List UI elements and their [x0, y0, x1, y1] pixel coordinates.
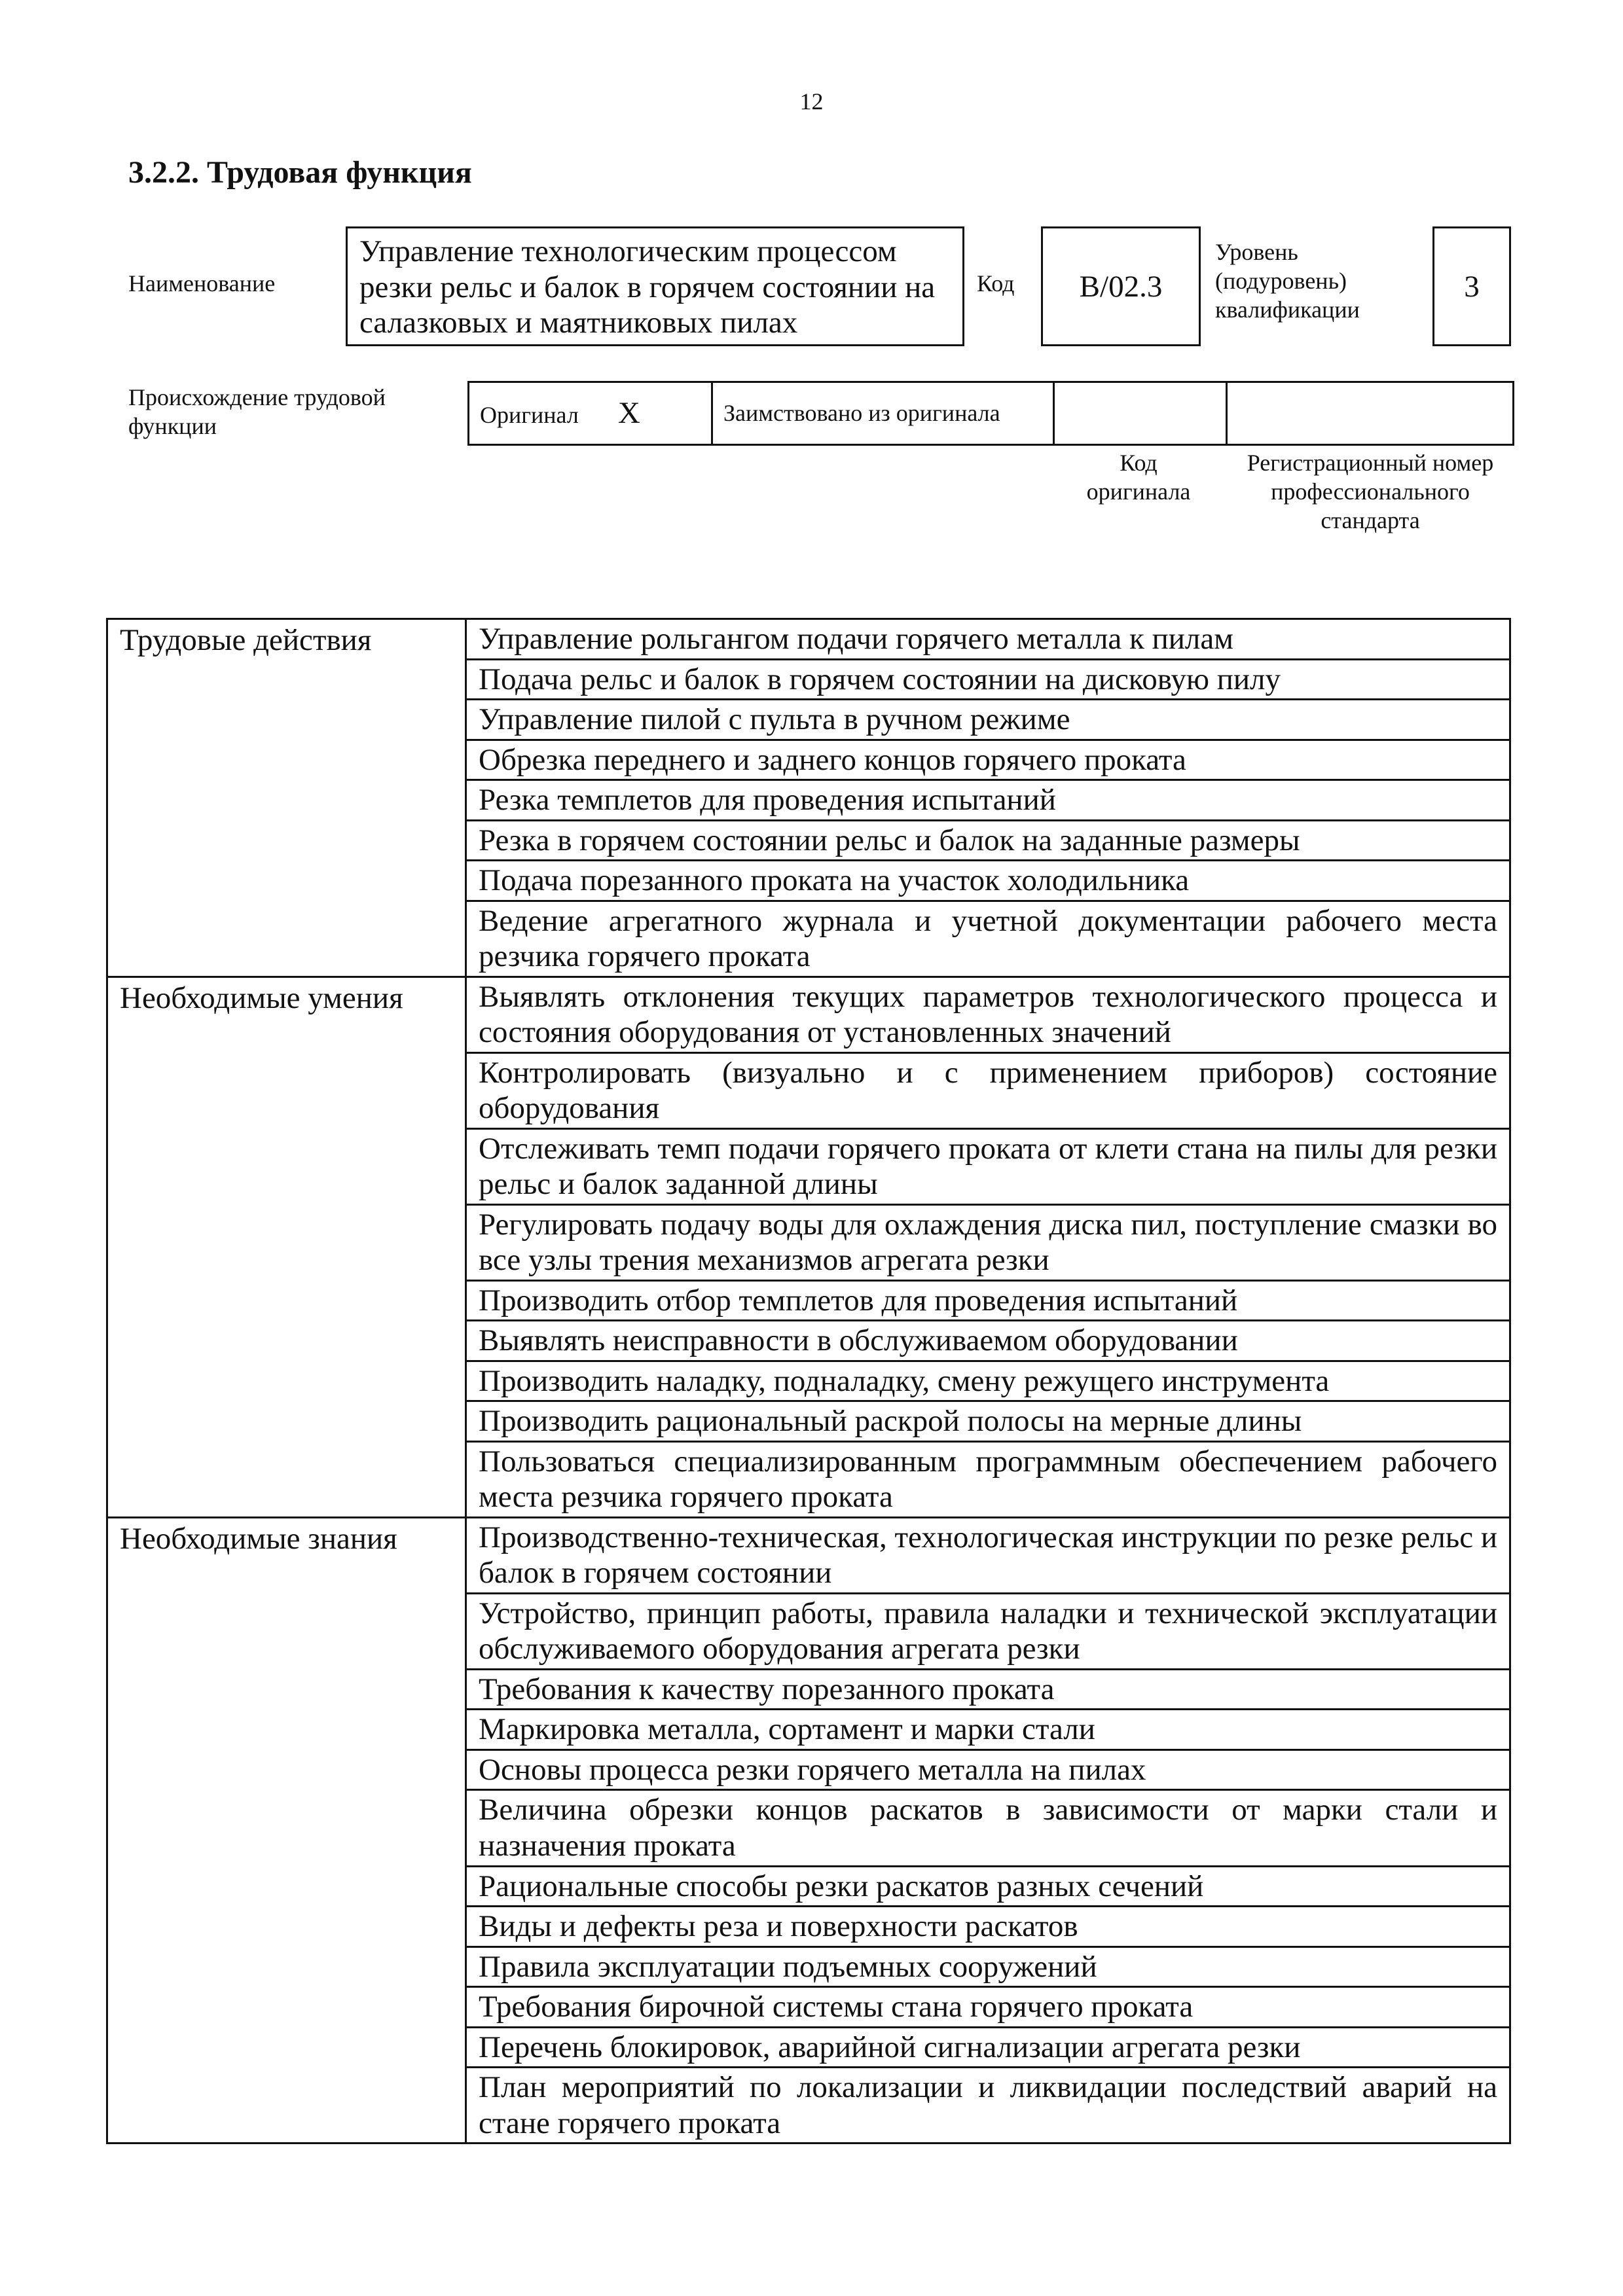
section-item: Устройство, принцип работы, правила наладки и технической эксплуатации обслуживаемого оборудования агрегата резки: [466, 1593, 1510, 1669]
section-item: Требования к качеству порезанного проката: [466, 1669, 1510, 1710]
page-number: 12: [799, 88, 824, 115]
section-item: План мероприятий по локализации и ликвидации последствий аварий на стане горячего проката: [466, 2068, 1510, 2144]
origin-table: [467, 381, 1514, 446]
section-item: Перечень блокировок, аварийной сигнализации агрегата резки: [466, 2027, 1510, 2068]
name-label: Наименование: [128, 270, 276, 296]
code-original-cell: [1054, 382, 1227, 445]
section-item: Резка в горячем состоянии рельс и балок на заданные размеры: [466, 820, 1510, 861]
section-item: Правила эксплуатации подъемных сооружений: [466, 1946, 1510, 1987]
section-item: Производить рациональный раскрой полосы на мерные длины: [466, 1401, 1510, 1442]
section-item: Резка темплетов для проведения испытаний: [466, 780, 1510, 821]
level-label: Уровень (подуровень) квалификации: [1215, 239, 1360, 323]
section-item: Управление рольгангом подачи горячего металла к пилам: [466, 619, 1510, 660]
section-item: Ведение агрегатного журнала и учетной документации рабочего места резчика горячего проката: [466, 901, 1510, 977]
section-title: 3.2.2. Трудовая функция: [128, 155, 472, 190]
section-category: Трудовые действия: [107, 619, 466, 977]
section-item: Обрезка переднего и заднего концов горячего проката: [466, 740, 1510, 780]
borrowed-cell: Заимствовано из оригинала: [712, 382, 1054, 445]
table-row: [107, 619, 1510, 660]
section-item: Управление пилой с пульта в ручном режиме: [466, 700, 1510, 740]
origin-label: Происхождение трудовой функции: [128, 384, 386, 439]
section-item: Выявлять неисправности в обслуживаемом оборудовании: [466, 1321, 1510, 1361]
table-row: [107, 977, 1510, 1052]
section-item: Производственно-техническая, технологическая инструкции по резке рельс и балок в горячем состоянии: [466, 1517, 1510, 1593]
reg-number-cell: [1227, 382, 1514, 445]
section-item: Маркировка металла, сортамент и марки стали: [466, 1710, 1510, 1750]
section-item: Подача рельс и балок в горячем состоянии на дисковую пилу: [466, 659, 1510, 700]
section-category: Необходимые знания: [107, 1517, 466, 2143]
reg-number-label: Регистрационный номер профессионального стандарта: [1247, 450, 1494, 533]
section-item: Контролировать (визуально и с применением приборов) состояние оборудования: [466, 1052, 1510, 1128]
section-item: Основы процесса резки горячего металла на пилах: [466, 1749, 1510, 1790]
section-item: Производить наладку, подналадку, смену режущего инструмента: [466, 1361, 1510, 1401]
section-item: Производить отбор темплетов для проведения испытаний: [466, 1280, 1510, 1321]
section-item: Выявлять отклонения текущих параметров технологического процесса и состояния оборудования от установленных значений: [466, 977, 1510, 1052]
original-label: Оригинал: [480, 401, 579, 428]
code-value-box: B/02.3: [1041, 226, 1201, 346]
section-category: Необходимые умения: [107, 977, 466, 1517]
section-item: Требования бирочной системы стана горячего проката: [466, 1987, 1510, 2028]
code-original-label: Код оригинала: [1086, 450, 1191, 505]
table-row: [107, 1517, 1510, 1593]
section-item: Рациональные способы резки раскатов разных сечений: [466, 1866, 1510, 1907]
original-mark: X: [617, 395, 640, 430]
level-value-box: 3: [1432, 226, 1511, 346]
section-item: Отслеживать темп подачи горячего проката от клети стана на пилы для резки рельс и балок заданной длины: [466, 1128, 1510, 1204]
code-label: Код: [977, 270, 1015, 296]
function-name-box: Управление технологическим процессом резки рельс и балок в горячем состоянии на салазковых и маятниковых пилах: [346, 226, 964, 346]
section-item: Подача порезанного проката на участок холодильника: [466, 861, 1510, 901]
original-cell: [469, 382, 712, 445]
section-item: Виды и дефекты реза и поверхности раскатов: [466, 1907, 1510, 1947]
section-item: Величина обрезки концов раскатов в зависимости от марки стали и назначения проката: [466, 1790, 1510, 1866]
function-table: [106, 618, 1511, 2144]
section-item: Регулировать подачу воды для охлаждения диска пил, поступление смазки во все узлы трения механизмов агрегата резки: [466, 1204, 1510, 1280]
section-item: Пользоваться специализированным программным обеспечением рабочего места резчика горячего проката: [466, 1441, 1510, 1517]
